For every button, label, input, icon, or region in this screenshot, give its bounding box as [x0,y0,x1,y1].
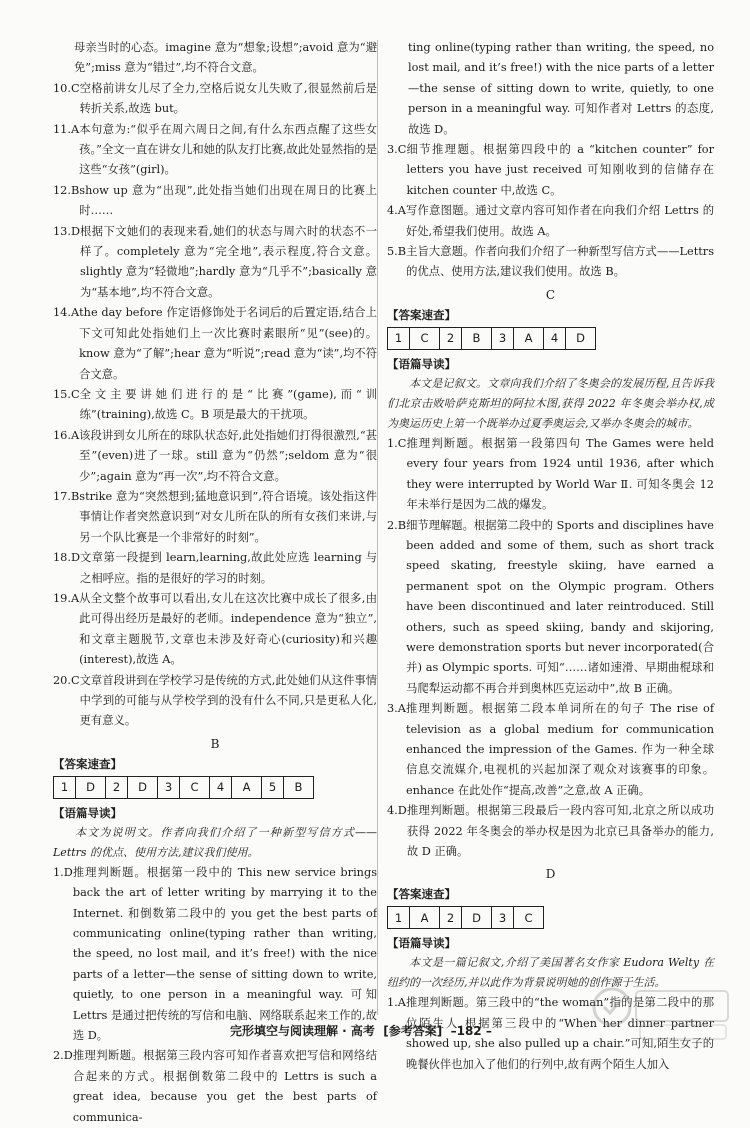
answer-key-row [388,327,596,349]
answer-explanation [53,1046,377,1128]
left-column [53,38,377,1128]
answer-key-letter: A [514,327,544,349]
answer-key-number: 5 [262,776,284,798]
explanation-text: 推理判断题。根据第三段内容可知作者喜欢把写信和网络结合起来的方式。根据倒数第二段中的 Lettrs is such a great idea, because you get the best parts of communica- [72,1049,377,1124]
explanation-text: 写作意图题。通过文章内容可知作者在向我们介绍 Lettrs 的好处,希望我们使用。故选 A。 [405,204,714,238]
question-number: 14.A [53,306,80,320]
question-number: 4.A [387,204,406,218]
answer-explanation [53,222,377,304]
question-number: 5.B [387,245,407,259]
question-number: 1.D [53,865,73,879]
answer-key-number: 3 [492,907,514,929]
explanation-text: 推理判断题。第三段中的“the woman”指的是第二段中的那位陌生人,根据第三段中的“When her dinner partner showed up, she also pulled up a chair.”可知,陌生女子的晚餐伙伴也加入了他们的行列中,故有两个陌生人加入 [405,996,714,1071]
page-footer: 完形填空与阅读理解 · 高考 [参考答案] –182 – [230,1024,492,1038]
answer-key-number: 1 [388,907,410,929]
explanation-text: 全文主要讲她们进行的是“比赛”(game),而“训练”(training),故选 C。B 项是最大的干扰项。 [79,387,377,422]
answer-key-letter: B [284,776,314,798]
answer-key-row [388,907,544,929]
answer-key-letter: B [462,327,492,349]
passage-summary: 本文是一篇记叙文,介绍了美国著名女作家 Eudora Welty 在纽约的一次经历,并以此作为背景说明她的创作源于生活。 [387,956,714,990]
question-number: 4.D [387,804,407,818]
continued-text: ting online(typing rather than writing, the speed, no lost mail, and it’s free!) with the nice parts of a letter—the sense of sitting down to write, quietly, to one person in a meaningful way. 可知作者对 Lettrs 的态度,故选 D。 [408,41,714,136]
answer-key-number: 3 [158,776,180,798]
answer-explanation [387,801,714,862]
question-number: 19.A [53,591,80,605]
answer-key-letter: D [128,776,158,798]
answer-explanation [53,303,377,385]
passage-summary: 本文为说明文。作者向我们介绍了一种新型写信方式——Lettrs 的优点、使用方法,建议我们使用。 [53,825,377,859]
explanation-text: 推理判断题。根据第三段最后一段内容可知,北京之所以成功获得 2022 年冬奥会的举办权是因为北京已具备举办的能力,故 D 正确。 [406,804,714,858]
answer-key-letter: A [410,907,440,929]
answer-explanation [53,79,377,120]
section-heading: 【语篇导读】 [53,805,122,820]
question-number: 15.C [53,387,80,401]
answer-key-table [387,327,596,350]
column-divider [377,40,378,1015]
section-heading: 【语篇导读】 [387,936,456,951]
answer-explanation [387,434,714,516]
explanation-text: 从全文整个故事可以看出,女儿在这次比赛中成长了很多,由此可得出经历是最好的老师。independence 意为“独立”,和文章主题脱节,文章也未涉及好奇心(curiosity)和兴趣(interest),故选 A。 [79,591,377,667]
watermark-logo [588,981,738,1045]
answer-explanation [387,201,714,242]
answer-key-number: 2 [106,776,128,798]
explanation-text: 推理判断题。根据第二段本单词所在的句子 The rise of television as a global medium for communication enhanced the impression of the Games. 作为一种全球信息交流媒介,电视机的兴起加深了观众对该赛事的印象。enhance 在此处作“提高,改善”之意,故 A 正确。 [405,702,714,797]
question-number: 1.A [387,996,406,1010]
explanation-text: 该段讲到女儿所在的球队状态好,此处指她们打得很激烈,“甚至”(even)进了一球。still 意为“仍然”;seldom 意为“很少”;again 意为“再一次”,均不符合文意。 [79,428,377,483]
answer-key-letter: C [410,327,440,349]
question-number: 13.D [53,224,81,238]
answer-key-table [387,906,544,929]
section-letter: C [545,287,556,302]
section-heading: 【语篇导读】 [387,356,456,371]
answer-key-letter: C [514,907,544,929]
answer-key-letter: D [76,776,106,798]
section-heading: 【答案速查】 [53,756,122,771]
explanation-text: strike 意为“突然想到;猛地意识到”,符合语境。该处指这件事情让作者突然意识到“对女儿所在队的所有女孩们来讲,与另一个队比赛是一个非常好的时刻”。 [79,489,377,544]
explanation-text: 空格前讲女儿尽了全力,空格后说女儿失败了,很显然前后是转折关系,故选 but。 [79,81,377,116]
explanation-text: 根据下文她们的表现来看,她们的状态与周六时的状态不一样了。completely 意为“完全地”,表示程度,符合文意。slightly 意为“轻微地”;hardly 意为“几乎不”;basically 意为“基本地”,均不符合文意。 [80,224,377,299]
continued-text: 母亲当时的心态。imagine 意为“想象;设想”;avoid 意为“避免”;miss 意为“错过”,均不符合文意。 [74,41,377,75]
explanation-text: 推理判断题。根据第一段第四句 The Games were held every four years from 1924 until 1936, after which they were interrupted by World War Ⅱ. 可知冬奥会 12 年未举行是因为二战的爆发。 [406,436,714,512]
explanation-text: 本句意为:“似乎在周六周日之间,有什么东西点醒了这些女孩。”全文一直在讲女儿和她的队友打比赛,故此处显然指的是这些“女孩”(girl)。 [79,122,377,177]
answer-explanation [53,385,377,426]
explanation-text: 文章第一段提到 learn,learning,故此处应选 learning 与之相呼应。指的是很好的学习的时刻。 [80,551,377,585]
question-number: 17.B [53,489,80,503]
answer-key-row [54,776,314,798]
answer-explanation [53,487,377,548]
answer-explanation [387,699,714,801]
question-number: 12.B [53,183,80,197]
passage-summary: 本文是记叙文。文章向我们介绍了冬奥会的发展历程,且告诉我们北京击败哈萨克斯坦的阿拉木图,获得 2022 年冬奥会举办权,成为奥运历史上第一个既举办过夏季奥运会,又举办冬奥会的城市。 [387,376,714,430]
question-number: 16.A [53,428,80,442]
section-letter: B [210,736,220,751]
answer-key-number: 1 [54,776,76,798]
question-number: 10.C [53,81,80,95]
answer-explanation [53,548,377,589]
explanation-text: 文章首段讲到在学校学习是传统的方式,此处她们从这件事情中学到的可能与从学校学到的没有什么不同,只是更私人化,更有意义。 [79,673,377,728]
answer-key-letter: D [566,327,596,349]
section-letter: D [545,867,556,882]
explanation-text: 细节理解题。根据第二段中的 Sports and disciplines have been added and some of them, such as short track speed skating, freestyle skiing, have earned a permanent spot on the Olympic program. Others have been discontinued and later reintroduced. Still others, such as speed skiing, bandy and skijoring, were demonstration sports but never incorporated(合并) as Olympic sports. 可知“……诸如速滑、早期曲棍球和马爬犁运动都不再合并到奥林匹克运动中”,故 B 正确。 [406,518,714,695]
section-heading: 【答案速查】 [387,887,456,902]
answer-explanation [53,181,377,222]
answer-explanation [53,863,377,1047]
answer-explanation [387,140,714,201]
explanation-text: the day before 作定语修饰处于名词后的后置定语,结合上下文可知此处指她们上一次比赛时素眼所“见”(see)的。know 意为“了解”;hear 意为“听说”;read 意为“读”,均不符合文意。 [79,306,377,381]
explanation-text: 推理判断题。根据第一段中的 This new service brings back the art of letter writing by marrying it to the Internet. 和倒数第二段中的 you get the best parts of communicating online(typing rather than writing, the speed, no lost mail, and it’s free!) with the nice parts of a letter—the sense of sitting down to write, quietly, to one person in a meaningful way. 可知 Lettrs 是通过把传统的写信和电脑、网络联系起来工作的,故选 D。 [72,865,377,1043]
answer-key-number: 4 [544,327,566,349]
watermark-icon [588,981,738,1045]
answer-key-number: 3 [492,327,514,349]
answer-explanation [387,516,714,700]
answer-explanation [387,242,714,283]
question-number: 18.D [53,551,81,565]
answer-key-letter: C [180,776,210,798]
question-number: 2.B [387,518,407,532]
answer-explanation [53,671,377,732]
question-number: 20.C [53,673,80,687]
answer-key-letter: A [232,776,262,798]
question-number: 2.D [53,1049,73,1063]
answer-key-number: 4 [210,776,232,798]
answer-key-number: 2 [440,907,462,929]
answer-explanation [53,120,377,181]
question-number: 1.C [387,436,407,450]
explanation-text: 主旨大意题。作者向我们介绍了一种新型写信方式——Lettrs 的优点、使用方法,建议我们使用。故选 B。 [406,245,714,279]
section-heading: 【答案速查】 [387,307,456,322]
answer-key-letter: D [462,907,492,929]
answer-explanation [53,426,377,487]
right-column [387,38,714,1075]
answer-key-table [53,776,314,799]
answer-key-number: 2 [440,327,462,349]
question-number: 3.A [387,702,406,716]
question-number: 11.A [53,122,80,136]
question-number: 3.C [387,143,407,157]
answer-explanation [53,589,377,671]
answer-key-number: 1 [388,327,410,349]
explanation-text: 细节推理题。根据第四段中的 a “kitchen counter” for letters you have just received 可知刚收到的信储存在 kitchen counter 中,故选 C。 [406,143,714,197]
explanation-text: show up 意为“出现”,此处指当她们出现在周日的比赛上时…… [79,183,377,218]
